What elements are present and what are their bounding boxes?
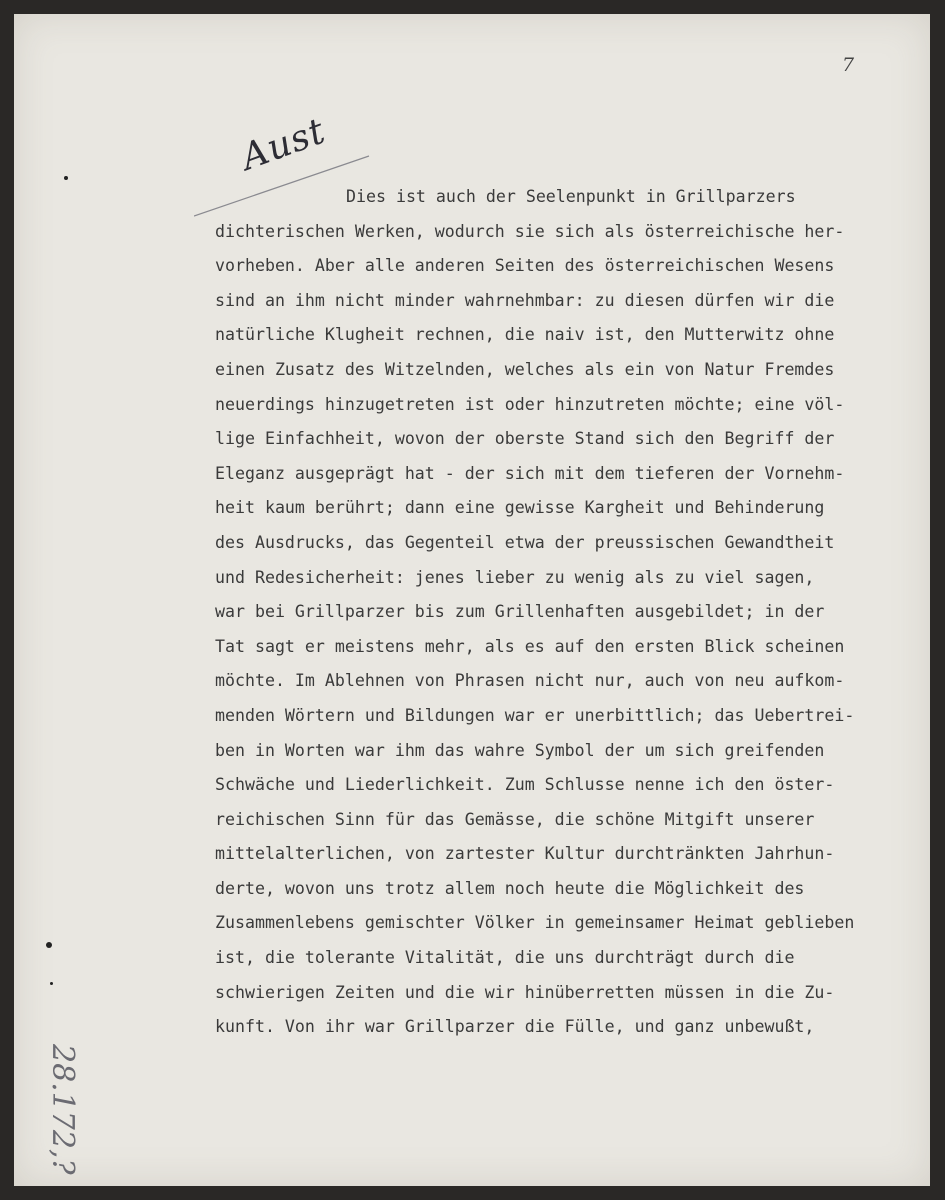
page-number: 7 [842, 54, 855, 76]
text-line: Tat sagt er meistens mehr, als es auf den ersten Blick scheinen [215, 636, 845, 656]
text-line: derte, wovon uns trotz allem noch heute die Möglichkeit des [215, 878, 805, 898]
text-line: und Redesicherheit: jenes lieber zu wenig als zu viel sagen, [215, 567, 815, 587]
text-line: lige Einfachheit, wovon der oberste Stand sich den Begriff der [215, 429, 835, 449]
punch-mark [46, 942, 52, 948]
document-page [14, 14, 930, 1186]
text-line: dichterischen Werken, wodurch sie sich als österreichische her- [215, 221, 845, 241]
text-line: menden Wörtern und Bildungen war er unerbittlich; das Uebertrei- [215, 705, 855, 725]
text-line: Dies ist auch der Seelenpunkt in Grillparzers [346, 187, 796, 206]
handwritten-annotation: Aust [236, 110, 331, 179]
text-line: heit kaum berührt; dann eine gewisse Kargheit und Behinderung [215, 498, 825, 518]
text-line: natürliche Klugheit rechnen, die naiv ist, den Mutterwitz ohne [215, 325, 835, 345]
text-line: schwierigen Zeiten und die wir hinüberretten müssen in die Zu- [215, 982, 835, 1002]
punch-mark [64, 176, 68, 180]
text-line: kunft. Von ihr war Grillparzer die Fülle, und ganz unbewußt, [215, 1017, 815, 1037]
text-line: mittelalterlichen, von zartester Kultur durchtränkten Jahrhun- [215, 844, 835, 864]
text-line: war bei Grillparzer bis zum Grillenhaften ausgebildet; in der [215, 602, 825, 622]
text-line: Zusammenlebens gemischter Völker in gemeinsamer Heimat geblieben [215, 913, 855, 933]
text-line: des Ausdrucks, das Gegenteil etwa der preussischen Gewandtheit [215, 532, 835, 552]
text-line: neuerdings hinzugetreten ist oder hinzutreten möchte; eine völ- [215, 394, 845, 414]
text-line: reichischen Sinn für das Gemässe, die schöne Mitgift unserer [215, 809, 815, 829]
punch-mark [50, 982, 53, 985]
text-line: Schwäche und Liederlichkeit. Zum Schlusse nenne ich den öster- [215, 775, 835, 795]
text-line: sind an ihm nicht minder wahrnehmbar: zu diesen dürfen wir die [215, 290, 835, 310]
text-line: ist, die tolerante Vitalität, die uns durchträgt durch die [215, 948, 795, 968]
text-line: vorheben. Aber alle anderen Seiten des österreichischen Wesens [215, 256, 835, 276]
text-line: ben in Worten war ihm das wahre Symbol der um sich greifenden [215, 740, 825, 760]
typed-text-block [215, 180, 915, 1045]
text-line: möchte. Im Ablehnen von Phrasen nicht nur, auch von neu aufkom- [215, 671, 845, 691]
text-line: Eleganz ausgeprägt hat - der sich mit dem tieferen der Vornehm- [215, 463, 845, 483]
text-line: einen Zusatz des Witzelnden, welches als ein von Natur Fremdes [215, 359, 835, 379]
archive-number: 28.172,? [45, 1044, 80, 1175]
